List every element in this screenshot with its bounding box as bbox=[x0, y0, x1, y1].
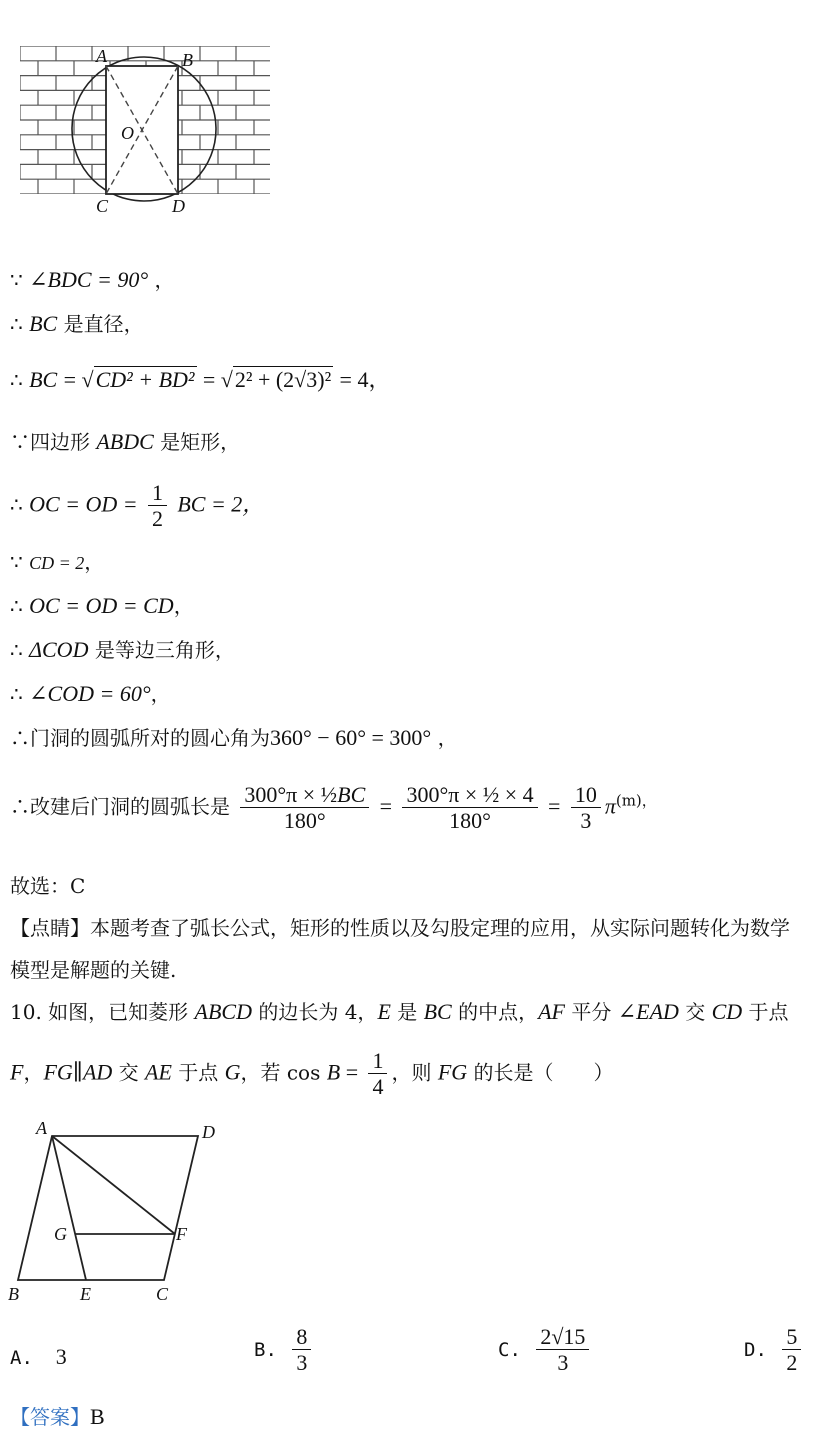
step-10: ∴门洞的圆弧所对的圆心角为360° − 60° = 300° ， bbox=[10, 725, 458, 750]
step-8: ∴ ΔCOD 是等边三角形， bbox=[10, 637, 235, 662]
step-1: ∵ ∠BDC = 90° ， bbox=[10, 267, 175, 292]
option-c[interactable]: C. $\frac{2√15}{3}$ bbox=[498, 1324, 593, 1376]
step-5: ∴ OC = OD = $\frac{1}{2}$ BC = 2， bbox=[10, 480, 265, 532]
question-line-1: 10. 如图，已知菱形 ABCD 的边长为 4，E 是 BC 的中点，AF 平分 ∠EAD 交 CD 于点 bbox=[10, 999, 789, 1024]
label-e2: E bbox=[80, 1284, 91, 1304]
label-d: D bbox=[172, 196, 185, 216]
segment-ae bbox=[52, 1136, 86, 1280]
label-b2: B bbox=[8, 1284, 19, 1304]
step-11: ∴改建后门洞的圆弧长是 $\frac{\text{300°π × ½BC}}{180^\circ}$ = $\frac{\text{300°π × ½ × 4}}{180^\circ}$ = $\frac{10}{3}$ $\pi^{(m),}$ bbox=[10, 782, 657, 834]
answer-line: 【答案】B bbox=[10, 1404, 105, 1429]
step-6: ∵ CD = 2， bbox=[10, 550, 105, 574]
figure-door-arch bbox=[18, 44, 274, 220]
label-f2: F bbox=[176, 1224, 187, 1244]
step-2: ∴ BC 是直径， bbox=[10, 311, 144, 336]
option-b[interactable]: B. $\frac{8}{3}$ bbox=[254, 1324, 315, 1376]
question-line-2: F，FG∥AD 交 AE 于点 G，若 cos B = $\frac{1}{4}$ ，则 FG 的长是（ ） bbox=[10, 1048, 614, 1100]
label-a: A bbox=[96, 46, 107, 66]
option-d[interactable]: D. $\frac{5}{2}$ bbox=[744, 1324, 805, 1376]
rhombus-abcd bbox=[18, 1136, 198, 1280]
label-d2: D bbox=[202, 1122, 215, 1142]
segment-af bbox=[52, 1136, 175, 1234]
step-3: ∴ BC = √CD² + BD² = √2² + (2√3)² = 4， bbox=[10, 367, 391, 392]
choice-line: 故选：C bbox=[10, 874, 86, 898]
comment-line-2: 模型是解题的关键. bbox=[10, 958, 177, 982]
label-c2: C bbox=[156, 1284, 169, 1304]
label-o: O bbox=[121, 123, 134, 143]
label-b: B bbox=[182, 50, 193, 70]
label-g2: G bbox=[54, 1224, 67, 1244]
option-a[interactable]: A. 3 bbox=[10, 1344, 67, 1369]
figure-rhombus bbox=[4, 1112, 234, 1308]
step-9: ∴ ∠COD = 60°， bbox=[10, 681, 171, 706]
step-4: ∵四边形 ABDC 是矩形， bbox=[10, 429, 241, 454]
comment-line-1: 【点睛】本题考查了弧长公式，矩形的性质以及勾股定理的应用，从实际问题转化为数学 bbox=[10, 916, 790, 940]
label-a2: A bbox=[36, 1118, 47, 1138]
label-c: C bbox=[96, 196, 109, 216]
step-7: ∴ OC = OD = CD， bbox=[10, 593, 194, 618]
